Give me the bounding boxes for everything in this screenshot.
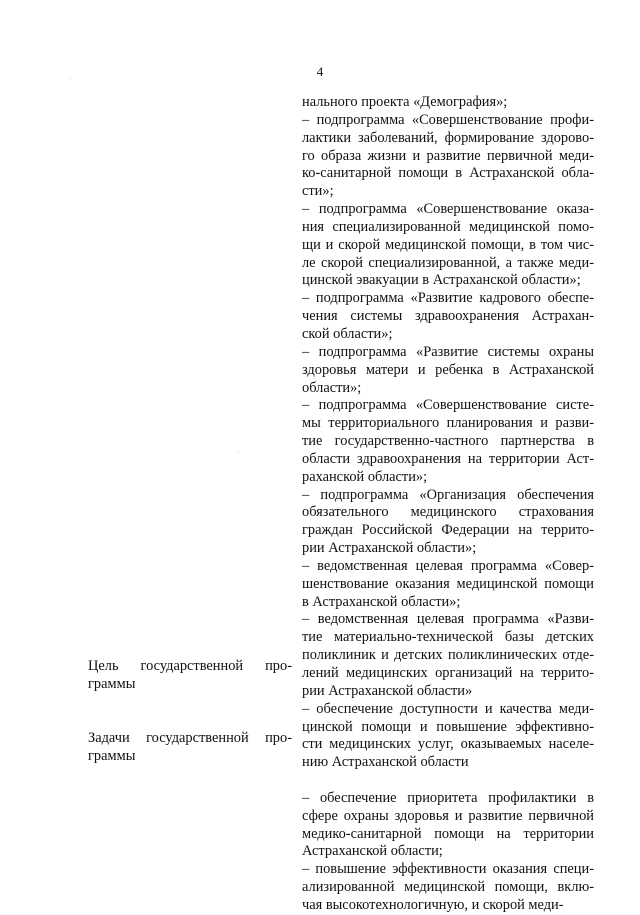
right-column-line: сфере охраны здоровья и развитие первичной bbox=[302, 807, 594, 824]
right-column-line: ской области»; bbox=[302, 325, 393, 342]
right-column-line: цинской эвакуации в Астраханской области»; bbox=[302, 272, 581, 289]
right-column-line: обязательного медицинского страхования bbox=[302, 504, 594, 521]
left-column-line: граммы bbox=[88, 675, 136, 692]
right-column-line: мы территориального планирования и разви- bbox=[302, 415, 594, 432]
right-column-line bbox=[302, 772, 594, 790]
right-column-line: лений медицинских организаций на террито- bbox=[302, 665, 594, 681]
right-column-line: – подпрограмма «Развитие системы охраны bbox=[302, 343, 594, 360]
right-column-line: – подпрограмма «Совершенствование систе- bbox=[302, 397, 594, 414]
right-column-line: медико-санитарной помощи на территории bbox=[302, 825, 594, 842]
right-column-line: нального проекта «Демография»; bbox=[302, 94, 508, 110]
right-column-line: рии Астраханской области» bbox=[302, 682, 473, 699]
left-column-line: граммы bbox=[88, 747, 136, 764]
right-column-line: здоровья матери и ребенка в Астраханской bbox=[302, 361, 594, 378]
left-column-line: Цель государственной про- bbox=[88, 658, 292, 674]
page-number: 4 bbox=[316, 64, 324, 79]
right-column-line: щи и скорой медицинской помощи, в том чис- bbox=[302, 236, 594, 253]
right-column-line: чения системы здравоохранения Астрахан- bbox=[302, 308, 594, 325]
right-column-line: – подпрограмма «Организация обеспечения bbox=[302, 486, 594, 503]
right-column-line: раханской области»; bbox=[302, 468, 428, 485]
right-column-line: нию Астраханской области bbox=[302, 754, 469, 771]
right-column-line: – обеспечение доступности и качества меди- bbox=[302, 700, 594, 717]
right-column-line: – подпрограмма «Развитие кадрового обеспе- bbox=[302, 290, 594, 307]
right-column-line: шенствование оказания медицинской помощи bbox=[302, 575, 594, 592]
right-column-line: – обеспечение приоритета профилактики в bbox=[302, 789, 594, 806]
right-column-line: го образа жизни и развитие первичной меди- bbox=[302, 147, 594, 164]
right-column-line: – повышение эффективности оказания специ- bbox=[302, 861, 594, 878]
right-column-line: области»; bbox=[302, 379, 362, 396]
right-column-line: тие материально-технической базы детских bbox=[302, 629, 594, 646]
right-column-line: рии Астраханской области»; bbox=[302, 540, 477, 557]
right-column-line: лактики заболеваний, формирование здорово- bbox=[302, 129, 594, 146]
scan-speck bbox=[70, 78, 71, 79]
right-column-line: сти»; bbox=[302, 183, 334, 200]
right-column-line: тие государственно-частного партнерства в bbox=[302, 433, 594, 450]
program-goal-label bbox=[88, 658, 292, 694]
right-column-line: – подпрограмма «Совершенствование профи- bbox=[302, 111, 594, 128]
right-column-line: цинской помощи и повышение эффективно- bbox=[302, 718, 594, 735]
left-column-line: Задачи государственной про- bbox=[88, 730, 292, 746]
right-column-line: ко-санитарной помощи в Астраханской обла- bbox=[302, 165, 594, 182]
right-column-line: ле скорой специализированной, а также меди- bbox=[302, 254, 594, 271]
program-tasks-label bbox=[88, 730, 292, 766]
right-column-line: – подпрограмма «Совершенствование оказа- bbox=[302, 201, 594, 218]
right-column-line: – ведомственная целевая программа «Совер- bbox=[302, 557, 594, 574]
right-column-line: в Астраханской области»; bbox=[302, 593, 461, 610]
right-column-line: поликлиник и детских поликлинических отде- bbox=[302, 647, 594, 664]
right-column-line: чая высокотехнологичную, и скорой меди- bbox=[302, 896, 564, 913]
right-column-line: – ведомственная целевая программа «Разви- bbox=[302, 611, 594, 628]
right-column-line: граждан Российской Федерации на террито- bbox=[302, 522, 594, 539]
right-column-line: сти медицинских услуг, оказываемых населе- bbox=[302, 736, 594, 753]
right-column-line: ализированной медицинской помощи, вклю- bbox=[302, 879, 594, 896]
right-column-line: Астраханской области; bbox=[302, 843, 443, 860]
right-column-line: области здравоохранения на территории Аст- bbox=[302, 450, 594, 467]
right-column-line: ния специализированной медицинской помо- bbox=[302, 218, 594, 235]
scan-speck bbox=[238, 452, 239, 453]
right-column bbox=[302, 94, 594, 915]
